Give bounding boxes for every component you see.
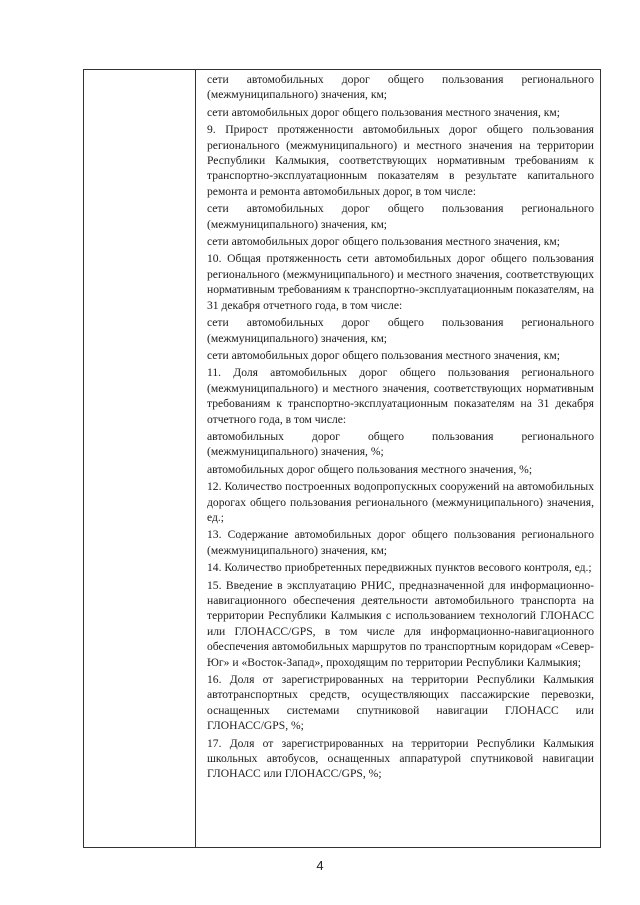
paragraph: 17. Доля от зарегистрированных на территории Республики Калмыкия школьных автобусов, оснащенных аппаратурой спутниковой навигации ГЛОНАСС или ГЛОНАСС/GPS, %; [207,736,594,781]
document-table [83,69,601,848]
paragraph: 12. Количество построенных водопропускных сооружений на автомобильных дорогах общего пользования регионального (межмуниципального) значения, ед.; [207,480,594,524]
paragraph: сети автомобильных дорог общего пользования местного значения, км; [207,348,560,362]
paragraph: сети автомобильных дорог общего пользования местного значения, км; [207,105,560,119]
paragraph: сети автомобильных дорог общего пользования местного значения, км; [207,235,560,249]
paragraph: 10. Общая протяженность сети автомобильных дорог общего пользования регионального (межмуниципального) и местного значения, соответствующих нормативным требованиям к транспортно-эксплуатационным показателям, на 31 декабря отчетного года, в том числе: [207,252,594,312]
paragraph: сети автомобильных дорог общего пользования регионального (межмуниципального) значения, км; [207,73,594,102]
paragraph: 15. Введение в эксплуатацию РНИС, предназначенной для информационно-навигационного обеспечения деятельности автомобильного транспорта на территории Республики Калмыкия с использованием технологий ГЛОНАСС или ГЛОНАСС/GPS, в том числе для информационно-навигационного обеспечения автомобильных маршрутов по транспортным коридорам «Север-Юг» и «Восток-Запад», проходящим по территории Республики Калмыкия; [207,578,594,669]
paragraph: 11. Доля автомобильных дорог общего пользования регионального (межмуниципального) и местного значения, соответствующих нормативным требованиям к транспортно-эксплуатационным показателям на 31 декабря отчетного года, в том числе: [207,366,594,426]
paragraph: автомобильных дорог общего пользования местного значения, %; [207,462,533,476]
table-right-column [196,70,600,847]
table-left-column [84,70,196,847]
paragraph: 9. Прирост протяженности автомобильных дорог общего пользования регионального (межмуниципального) и местного значения на территории Республики Калмыкия, соответствующих нормативным требованиям к транспортно-эксплуатационным показателям в результате капитального ремонта и ремонта автомобильных дорог, в том числе: [207,123,594,198]
paragraph: сети автомобильных дорог общего пользования регионального (межмуниципального) значения, км; [207,202,594,231]
paragraph: сети автомобильных дорог общего пользования регионального (межмуниципального) значения, км; [207,316,594,345]
paragraph: 13. Содержание автомобильных дорог общего пользования регионального (межмуниципального) значения, км; [207,528,594,557]
paragraph: 16. Доля от зарегистрированных на территории Республики Калмыкия автотранспортных средств, осуществляющих пассажирские перевозки, оснащенных системами спутниковой навигации ГЛОНАСС или ГЛОНАСС/GPS, %; [207,673,594,733]
page-number: 4 [316,858,324,873]
paragraph: 14. Количество приобретенных передвижных пунктов весового контроля, ед.; [207,561,592,575]
paragraph: автомобильных дорог общего пользования регионального (межмуниципального) значения, %; [207,429,594,459]
